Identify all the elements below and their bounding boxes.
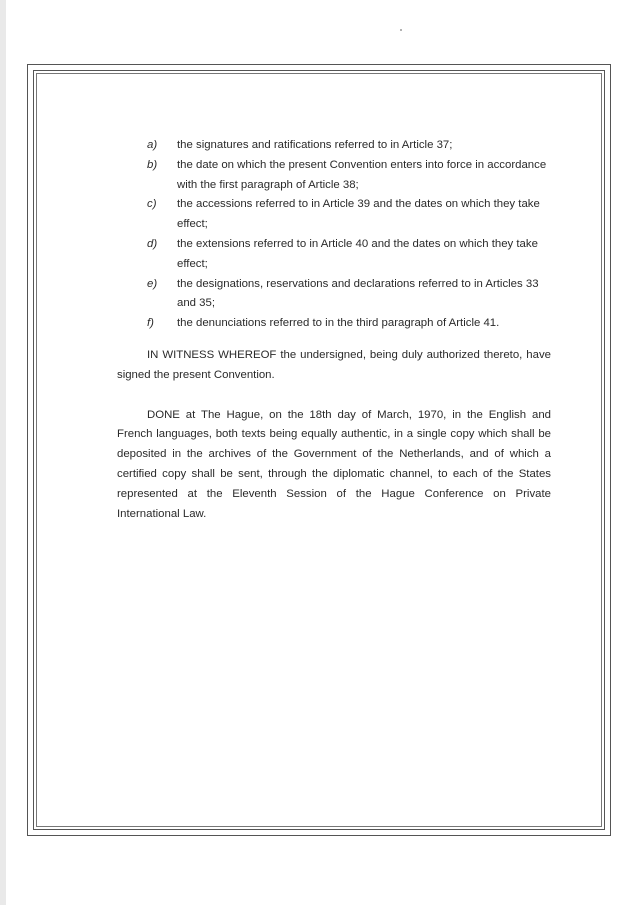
list-item-text: the signatures and ratifications referred to in Article 37; (177, 139, 453, 151)
list-item (117, 136, 551, 156)
scan-speck (400, 29, 402, 31)
spacer (117, 386, 551, 406)
spacer (117, 334, 551, 346)
document-body (117, 136, 551, 524)
list-item-text: the accessions referred to in Article 39 and the dates on which they take effect; (177, 198, 540, 231)
list-item-letter: c) (147, 198, 157, 211)
list-item-text: the date on which the present Convention enters into force in accordance with the first paragraph of Article 38; (177, 158, 547, 191)
list-item-letter: a) (147, 139, 158, 151)
list-item (117, 195, 551, 235)
scan-edge (0, 0, 6, 905)
list-item-text: the denunciations referred to in the third paragraph of Article 41. (177, 317, 500, 330)
list-item-letter: b) (147, 158, 158, 171)
list-item-text: the designations, reservations and declarations referred to in Articles 33 and 35; (177, 277, 539, 310)
list-item (117, 235, 551, 275)
witness-paragraph: IN WITNESS WHEREOF the undersigned, being duly authorized thereto, have signed the present Convention. (117, 348, 551, 381)
list-item (117, 156, 551, 196)
list-item-letter: f) (147, 317, 154, 330)
list-item-letter: d) (147, 237, 158, 250)
done-paragraph: DONE at The Hague, on the 18th day of March, 1970, in the English and French languages, both texts being equally authentic, in a single copy which shall be deposited in the archives of the Government of the Netherlands, and of which a certified copy shall be sent, through the diplomatic channel, to each of the States represented at the Eleventh Session of the Hague Conference on Private International Law. (117, 408, 551, 520)
list-item (117, 275, 551, 315)
list-item-text: the extensions referred to in Article 40 and the dates on which they take effect; (177, 237, 538, 270)
list-item (117, 314, 551, 334)
list-item-letter: e) (147, 277, 158, 290)
